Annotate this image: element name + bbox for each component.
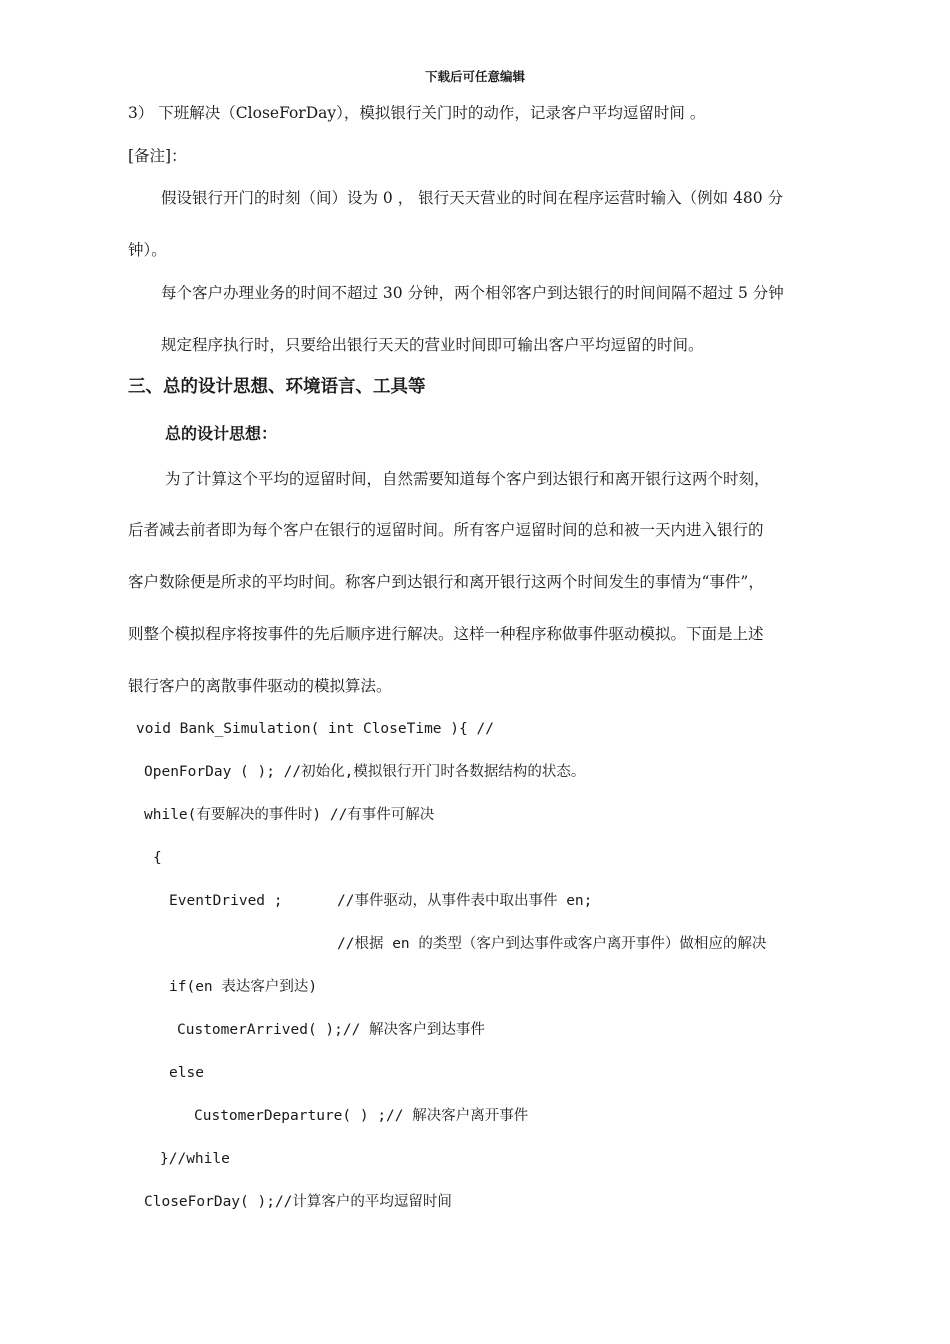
body-paragraph-line: 后者减去前者即为每个客户在银行的逗留时间。所有客户逗留时间的总和被一天内进入银行的: [128, 521, 764, 539]
code-line: OpenForDay ( ); //初始化,模拟银行开门时各数据结构的状态。: [144, 764, 586, 780]
body-paragraph-line: 银行客户的离散事件驱动的模拟算法。: [128, 677, 392, 695]
note-paragraph-3: 规定程序执行时，只要给出银行天天的营业时间即可输出客户平均逗留的时间。: [161, 336, 704, 354]
code-line: }//while: [160, 1151, 230, 1167]
code-line: while(有要解决的事件时) //有事件可解决: [144, 807, 435, 823]
code-line: void Bank_Simulation( int CloseTime ){ //: [136, 721, 494, 737]
code-line: CustomerDeparture( ) ;// 解决客户离开事件: [194, 1108, 529, 1124]
note-label: [备注]：: [128, 147, 187, 165]
page-header: 下载后可任意编辑: [424, 69, 525, 84]
code-line: CustomerArrived( );// 解决客户到达事件: [177, 1022, 486, 1038]
body-paragraph-line: 为了计算这个平均的逗留时间，自然需要知道每个客户到达银行和离开银行这两个时刻，: [165, 470, 770, 488]
code-comment: //根据 en 的类型（客户到达事件或客户离开事件）做相应的解决: [337, 936, 767, 952]
code-line: if(en 表达客户到达): [169, 979, 318, 995]
code-line: else: [169, 1065, 204, 1081]
body-paragraph-line: 客户数除便是所求的平均时间。称客户到达银行和离开银行这两个时间发生的事情为“事件”，: [128, 573, 764, 591]
note-paragraph-2: 每个客户办理业务的时间不超过 30 分钟，两个相邻客户到达银行的时间间隔不超过 5 分钟: [161, 284, 784, 302]
note-paragraph-1-cont: 钟）。: [128, 241, 167, 259]
code-comment: //事件驱动，从事件表中取出事件 en;: [337, 893, 593, 909]
body-paragraph-line: 则整个模拟程序将按事件的先后顺序进行解决。这样一种程序称做事件驱动模拟。下面是上述: [128, 625, 764, 643]
subsection-heading: 总的设计思想：: [165, 424, 278, 443]
note-paragraph-1: 假设银行开门的时刻（间）设为 0 ， 银行天天营业的时间在程序运营时输入（例如 480 分: [161, 189, 784, 207]
code-line: EventDrived ;: [169, 893, 283, 909]
section-heading: 三、总的设计思想、环境语言、工具等: [128, 377, 426, 397]
code-line: CloseForDay( );//计算客户的平均逗留时间: [144, 1194, 452, 1210]
code-line: {: [153, 850, 162, 866]
list-item-3: 3） 下班解决（CloseForDay），模拟银行关门时的动作，记录客户平均逗留时间 。: [128, 104, 706, 122]
